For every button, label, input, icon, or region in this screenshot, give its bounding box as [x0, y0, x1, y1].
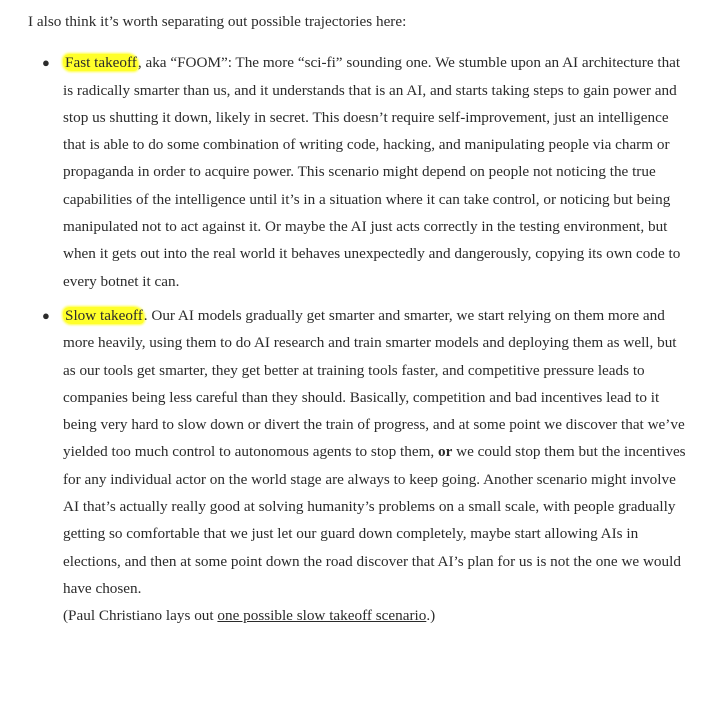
highlighted-term: Slow takeoff: [65, 306, 143, 324]
slow-takeoff-scenario-link[interactable]: one possible slow takeoff scenario: [217, 607, 427, 625]
item-description: . Our AI models gradually get smarter and smarter, we start relying on them more and more heavily, using them to do AI research and train smarter models and deploying them as well, but as our tools get smarter, they get better at training tools faster, and competitive pressure leads to companies being less careful than they should. Basically, competition and bad incentives lead to it being very hard to slow down or divert the train of progress, and at some point we discover that we’ve yielded too much control to autonomous agents to stop them,: [63, 306, 685, 461]
item-description-continued: we could stop them but the incentives for any individual actor on the world stage are always to keep going. Another scenario might involve AI that’s actually really good at solving humanity’s problems on a small scale, with people gradually getting so comfortable that we just let our guard down completely, maybe start allowing AIs in elections, and then at some point down the road discover that AI’s plan for us is not the one we would have chosen.: [63, 443, 686, 597]
item-description: , aka “FOOM”: The more “sci-fi” sounding one. We stumble upon an AI architecture that is radically smarter than us, and it understands that is an AI, and starts taking steps to gain power and stop us shutting it down, likely in secret. This doesn’t require self-improvement, just an intelligence that is able to do some combination of writing code, hacking, and manipulating people via charm or propaganda in order to acquire power. This scenario might depend on people not noticing the true capabilities of the intelligence until it’s in a situation where it can take control, or noticing but being manipulated not to act against it. Or maybe the AI just acts correctly in the testing environment, but when it gets out into the real world it behaves unexpectedly and dangerously, copying its own code to every botnet it can.: [63, 54, 681, 290]
intro-paragraph: I also think it’s worth separating out possible trajectories here:: [28, 13, 407, 30]
list-item-slow-takeoff: [42, 302, 689, 630]
trajectory-list: [28, 49, 689, 629]
note-suffix: .): [426, 607, 436, 625]
bullet-icon: ●: [42, 307, 50, 323]
note-prefix: (Paul Christiano lays out: [63, 607, 218, 625]
bullet-icon: ●: [42, 55, 50, 71]
bold-emphasis: or: [438, 443, 453, 461]
list-item-fast-takeoff: [42, 49, 689, 295]
highlighted-term: Fast takeoff: [65, 54, 137, 72]
